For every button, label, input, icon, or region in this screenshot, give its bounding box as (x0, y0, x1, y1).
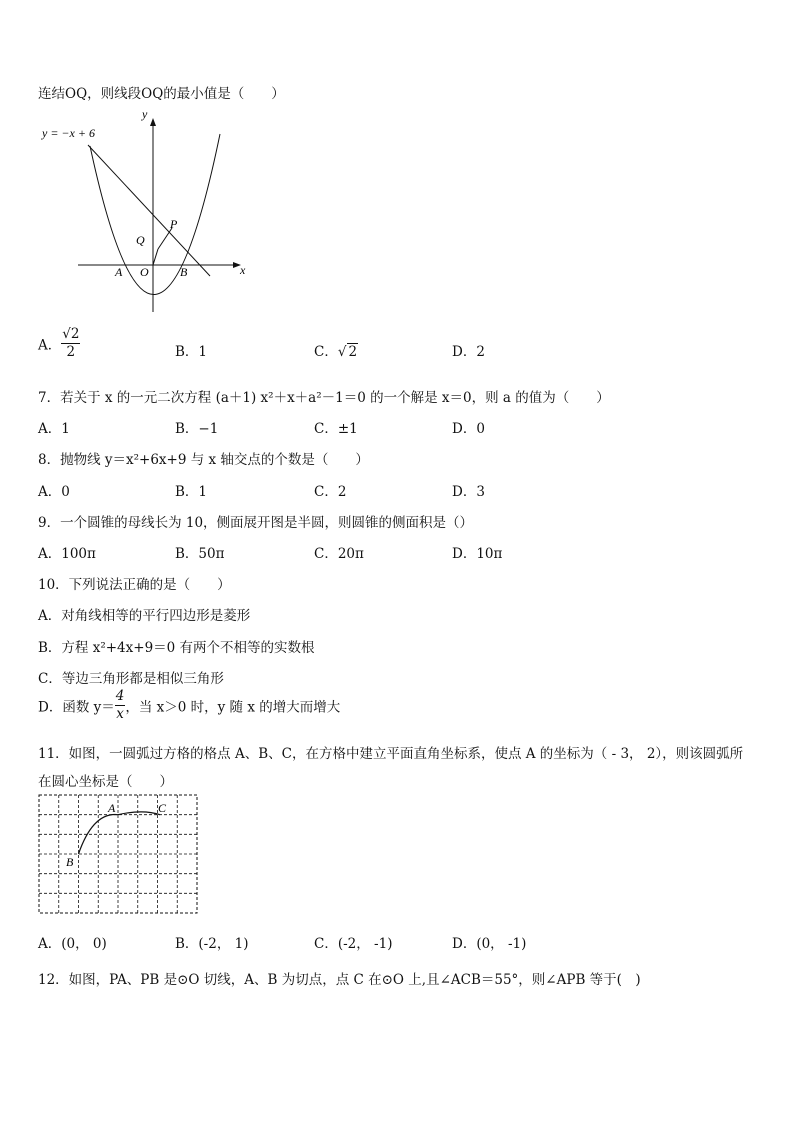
q6-option-c-radicand: 2 (348, 344, 358, 360)
q8-stem: 8．抛物线 y＝x²+6x+9 与 x 轴交点的个数是（ ） (38, 452, 369, 468)
q10-option-d-pre: D．函数 y＝ (38, 699, 115, 716)
label-O: O (140, 265, 149, 279)
q6-option-a-den: 2 (66, 343, 76, 360)
q9-option-a: A．100π (38, 546, 96, 562)
q6-option-a-key: A． (38, 337, 62, 354)
q6-option-c-radical: √ (337, 344, 347, 360)
parabola (90, 134, 220, 295)
grid-label-B: B (66, 855, 74, 869)
q8-option-c: C．2 (314, 484, 347, 500)
q6-option-d (452, 340, 485, 360)
q10-option-d-post: ，当 x＞0 时，y 随 x 的增大而增大 (125, 699, 341, 716)
q6-option-d-text: 2 (476, 344, 485, 360)
segment-QO (153, 249, 158, 265)
y-axis-arrow (150, 118, 156, 126)
line-y-neg-x-plus-6 (88, 145, 210, 276)
q12-stem: 12．如图，PA、PB 是⊙O 切线，A、B 为切点，点 C 在⊙O 上,且∠ACB＝55°，则∠APB 等于( ) (38, 972, 641, 988)
label-A: A (115, 265, 123, 279)
q10-option-c: C．等边三角形都是相似三角形 (38, 671, 224, 687)
label-P: P (170, 217, 178, 231)
q6-option-b-key: B． (175, 344, 199, 360)
q9-stem: 9．一个圆锥的母线长为 10，侧面展开图是半圆，则圆锥的侧面积是（） (38, 515, 474, 531)
grid-label-A: A (108, 801, 116, 815)
grid-lines (39, 795, 197, 913)
q11-figure (38, 794, 200, 916)
q11-stem-line1: 11．如图，一圆弧过方格的格点 A、B、C，在方格中建立平面直角坐标系，使点 A 的坐标为（ - 3， 2），则该圆弧所 (38, 746, 744, 762)
q11-option-c: C．(-2， -1) (314, 936, 393, 952)
q6-option-a-num: √2 (62, 326, 80, 342)
q7-option-b: B．−1 (175, 421, 219, 437)
q11-option-b: B．(-2， 1) (175, 936, 249, 952)
q11-stem-line2: 在圆心坐标是（ ） (38, 774, 173, 790)
q6-option-c-key: C． (314, 344, 338, 360)
q7-option-a: A．1 (38, 421, 70, 437)
x-label: x (240, 263, 246, 277)
q10-option-a: A．对角线相等的平行四边形是菱形 (38, 608, 251, 624)
q10-option-d-fraction (115, 690, 126, 721)
q11-option-d: D．(0， -1) (452, 936, 527, 952)
q10-stem: 10．下列说法正确的是（ ） (38, 577, 231, 593)
q10-option-b: B．方程 x²+4x+9＝0 有两个不相等的实数根 (38, 640, 315, 656)
q10-option-d-num: 4 (115, 688, 125, 704)
q9-option-d: D．10π (452, 546, 503, 562)
q8-option-b: B．1 (175, 484, 208, 500)
q11-option-a: A．(0， 0) (38, 936, 107, 952)
q10-option-d (38, 690, 340, 721)
segment-PQ (158, 228, 172, 249)
line-label: y = −x + 6 (42, 126, 95, 140)
q8-option-d: D．3 (452, 484, 485, 500)
q9-option-b: B．50π (175, 546, 225, 562)
q7-option-c: C．±1 (314, 421, 358, 437)
q6-option-b (175, 340, 207, 360)
q6-option-d-key: D． (452, 344, 477, 360)
q6-intro: 连结OQ，则线段OQ的最小值是（ ） (38, 86, 285, 102)
arc (79, 812, 161, 854)
q10-option-d-den: x (116, 705, 124, 722)
y-label: y (142, 107, 148, 121)
label-Q: Q (136, 233, 145, 247)
q6-option-a (38, 328, 80, 359)
q6-option-c (314, 340, 358, 360)
q8-option-a: A．0 (38, 484, 70, 500)
q6-option-b-text: 1 (198, 344, 208, 360)
q7-stem: 7．若关于 x 的一元二次方程 (a＋1) x²＋x＋a²－1＝0 的一个解是 x＝0，则 a 的值为（ ） (38, 390, 610, 406)
q7-option-d: D．0 (452, 421, 485, 437)
q9-option-c: C．20π (314, 546, 364, 562)
q6-figure (38, 104, 253, 316)
label-B: B (180, 265, 188, 279)
grid-label-C: C (158, 801, 167, 815)
q6-option-a-fraction (61, 328, 80, 359)
